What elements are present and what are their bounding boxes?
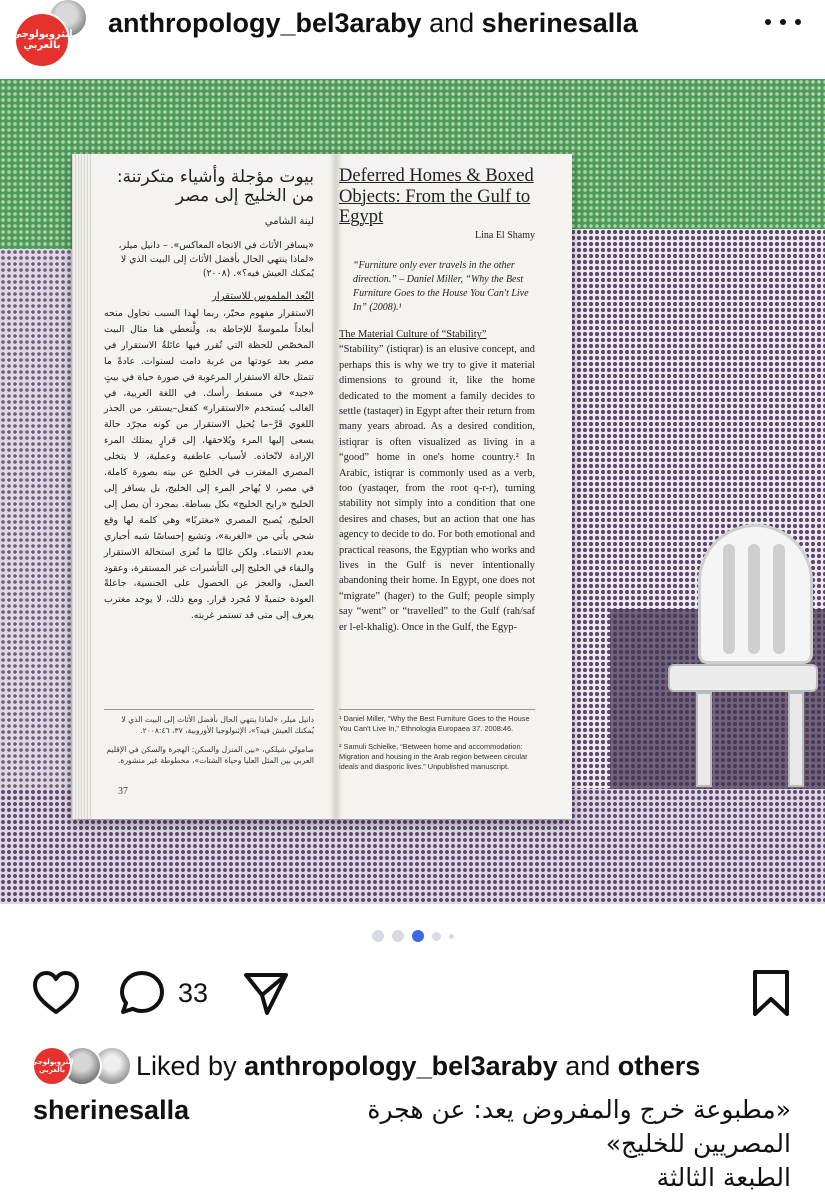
english-footnote-2: ² Samuli Schielke, “Between home and accommodation: Migration and housing in the Arab region between circular ideals and diasporic lives.” Unpublished manuscript. [339,742,528,771]
likes-row[interactable] [32,1044,822,1090]
post-avatars[interactable] [11,4,82,72]
post-header [0,0,825,76]
authors-joiner: and [429,8,475,38]
caption-line-1: «مطبوعة خرج والمفروض يعد: عن هجرة المصريين للخليج» [367,1095,791,1158]
arabic-author: لينة الشامي [264,216,314,227]
liker-username[interactable]: anthropology_bel3araby [244,1051,558,1081]
carousel-dot [432,932,441,941]
anthropology-avatar[interactable] [11,12,73,68]
book-page-edges [72,154,92,819]
arabic-body-text: الاستقرار مفهوم محيّر، ربما لهذا السبب نحاول منحه أبعاداً ملموسةً للإحاطة به، ولْنعطي هنا مثال البيت المخصّص للحظة التي تُقرر فيها عائلةٌ الاستقرار في مصر بعد عودتها من غربة دامت لسنوات. عادةً ما تتمثل حالة الاستقرار المرغوبة في صورة حياة في بيتٍ «جيد» في مسقط رأسك. في اللغة العربية، في الغالب يُستخدم «الاستقرار» كفعل–يستقر، من الجذر اللغوي قَرَّ–ما يُحيل الاستقرار من كونه مجرّد حالة يسعى إليها المرء ويُلاحقها، إلى قرارٍ يمتلك المرء الإرادة لاتّخاذه. لأسباب عاطفية وعملية، لا يتخلى المصري المغترب في الخليج عن بيته بصورة كاملة. في مصر، لا يُهاجر المرء إلى الخليج، بل يسافر إلى الخليج «رايح الخليج» بكل بساطة. بمجرد أن يصل إلى الخليج، يُصبح المصري «مغتربًا» وهي كلمة لها وقع شجي يأتي من «الغربة»، وتشيع إحساسًا شبه أجباري بعدم الانتماء. ولكن غالبًا ما تُعزى استحالة الاستقرار والبقاء في الخليج إلى التأشيرات غير المستقرة، وعقود العمل، والعجز عن الحصول على الجنسية، جاعلةً العودة حتميةً لا مُجرد قرار. ومع ذلك، لا يوجد مغترب يعرف إلى متى قد تستمر غربته. [104,308,314,622]
caption-username[interactable]: sherinesalla [33,1095,190,1125]
arabic-section-heading: البُعد الملموس للاستقرار [212,291,314,302]
action-bar [0,965,825,1025]
caption-text [271,1093,791,1195]
carousel-dot-active [412,930,424,942]
english-body-text: “Stability” (istiqrar) is an elusive concept, and perhaps this is why we try to give it material dimensions to ground it, like the home dedicated to the moment a family decides to settle (tastaqer) in Egypt after their return from many years abroad. As a desired condition, istiqrar is often visualized as living in a “good” home in one's home country.² In Arabic, istiqrar is commonly used as a verb, too (yastaqer, from the root q-r-r), turning stability not simply into a condition that one desires and chases, but an action that one has agency to decide to do. For both emotional and practical reasons, the Egyptian who works and lives in the Gulf is never intentionally abandoning their home. In Egypt, one does not “migrate” (hager) to the Gulf; people simply say “went” or “travelled” to the Gulf (rah/saf er l-el-khalig). Once in the Gulf, the Egyp- [339,344,535,633]
plastic-chair-image [668,524,818,789]
comment-icon[interactable] [116,965,168,1021]
open-book [72,154,572,819]
carousel-dot [372,930,384,942]
arabic-title: بيوت مؤجلة وأشياء متكرتنة: من الخليج إلى مصر [116,167,314,206]
comment-count: 33 [178,978,209,1008]
english-section-heading: The Material Culture of “Stability” [339,329,487,341]
likes-joiner: and [565,1051,611,1081]
arabic-footnote-1: دانيل ميلر، «لماذا ينتهي الحال بأفضل الأثاث إلى البيت الذي لا يُمكنك العيش فيه؟»، الإثنولوجيا الأوروبية، ٣٧، ٢٠٠٨:٤٦. [121,715,314,735]
english-column [339,166,535,635]
halftone-background [0,249,75,789]
likes-prefix: Liked by [136,1051,237,1081]
english-title: Deferred Homes & Boxed Objects: From the Gulf to Egypt [339,166,534,227]
english-author: Lina El Shamy [475,229,535,241]
arabic-footnote-2: صامولي شيلكي، «بين المنزل والسكن: الهجرة والسكن في الإقليم العربي بين المثل العليا وحياة الشتات»، مخطوطة غير منشورة. [106,745,314,765]
liker-avatars [32,1044,128,1088]
carousel-dot [449,934,454,939]
post-authors [108,7,638,39]
caption-line-2: الطبعة الثالثة [656,1163,791,1192]
share-send-icon[interactable] [240,965,292,1021]
arabic-column [104,168,314,624]
english-footnote-1: ¹ Daniel Miller, “Why the Best Furniture Goes to the House You Can't Live In,” Ethnologia Europaea 37. 2008:46. [339,714,530,733]
english-epigraph: “Furniture only ever travels in the other direction.” – Daniel Miller, “Why the Best Furniture Goes to the House You Can't Live In” (2008).¹ [353,259,529,314]
save-bookmark-icon[interactable] [745,965,797,1021]
author-link-1[interactable]: anthropology_bel3araby [108,8,422,38]
english-footnotes [339,709,535,780]
post-image[interactable] [0,79,825,904]
page-number: 37 [118,786,128,797]
arabic-footnotes [104,709,314,774]
like-heart-icon[interactable] [30,965,82,1021]
more-options-icon[interactable] [765,12,801,32]
likes-others-link[interactable]: others [617,1051,701,1081]
author-link-2[interactable]: sherinesalla [481,8,638,38]
avatar-logo-text: انثروبولوجي بالعربي [11,29,73,51]
liker-avatar: انثروبولوجي بالعربي [32,1046,72,1086]
carousel-dot [392,930,404,942]
arabic-epigraph: «يسافر الأثاث في الاتجاه المعاكس». – دانيل ميلر، «لماذا ينتهي الحال بأفضل الأثاث إلى البيت الذي لا يُمكنك العيش فيه؟». (٢٠٠٨) [118,240,314,279]
likes-summary [136,1050,700,1082]
carousel-indicator [0,930,825,942]
